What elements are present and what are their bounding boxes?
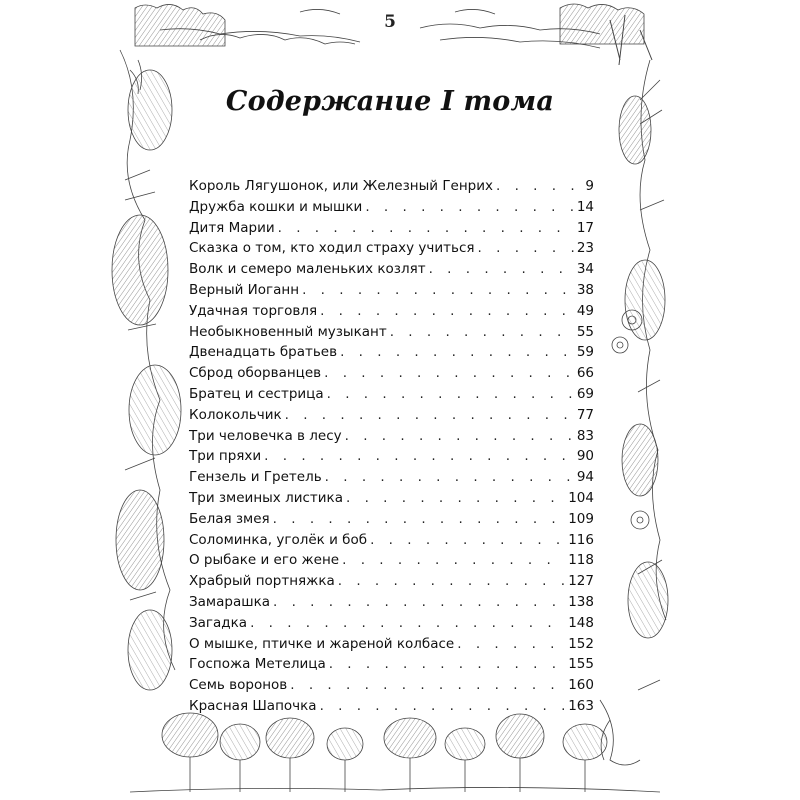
toc-entry-page: 90	[576, 448, 594, 465]
toc-entry	[189, 552, 594, 573]
toc-entry-page: 14	[576, 198, 594, 215]
page-number: 5	[384, 12, 396, 32]
toc-entry	[189, 261, 594, 282]
toc-entry-page: 49	[576, 302, 594, 319]
dot-leader	[338, 573, 565, 589]
toc-entry-title: Три пряхи	[189, 448, 262, 465]
toc-entry-title: Верный Иоганн	[189, 281, 300, 298]
toc-entry-page: 17	[576, 219, 594, 236]
toc-entry-page: 148	[568, 614, 594, 631]
toc-entry	[189, 615, 594, 636]
dot-leader	[340, 344, 574, 360]
dot-leader	[320, 303, 574, 319]
toc-entry	[189, 511, 594, 532]
toc-entry-page: 160	[568, 677, 594, 694]
toc-entry-title: О рыбаке и его жене	[189, 552, 340, 569]
toc-entry	[189, 407, 594, 428]
toc-entry-title: Три змеиных листика	[189, 489, 343, 506]
toc-entry	[189, 636, 594, 657]
dot-leader	[285, 407, 574, 423]
toc-entry	[189, 532, 594, 553]
dot-leader	[390, 324, 574, 340]
dot-leader	[457, 636, 565, 652]
toc-entry-title: Три человечка в лесу	[189, 427, 342, 444]
toc-entry-title: Семь воронов	[189, 677, 288, 694]
dot-leader	[302, 282, 574, 298]
toc-entry-title: Красная Шапочка	[189, 697, 317, 714]
toc-entry-title: Король Лягушонок, или Железный Генрих	[189, 178, 494, 194]
toc-entry-title: Братец и сестрица	[189, 385, 324, 402]
right-vegetation	[612, 60, 668, 690]
toc-entry	[189, 220, 594, 241]
dot-leader	[478, 240, 574, 256]
dot-leader	[320, 698, 566, 714]
toc-entry-page: 55	[576, 323, 594, 340]
page-title: Содержание I тома	[225, 86, 555, 117]
toc-entry	[189, 178, 594, 199]
toc-entry-title: Загадка	[189, 614, 248, 631]
toc-entry-title: Необыкновенный музыкант	[189, 323, 387, 340]
dot-leader	[290, 677, 565, 693]
toc-entry-title: Замарашка	[189, 593, 271, 610]
toc-entry	[189, 428, 594, 449]
toc-entry-page: 59	[576, 344, 594, 361]
toc-entry	[189, 698, 594, 719]
toc-entry	[189, 344, 594, 365]
toc-entry-page: 34	[576, 261, 594, 278]
toc-entry	[189, 594, 594, 615]
dot-leader	[429, 261, 574, 277]
toc-entry	[189, 656, 594, 677]
toc-entry-title: Удачная торговля	[189, 302, 318, 319]
toc-entry-title: Волк и семеро маленьких козлят	[189, 261, 426, 278]
toc-entry-title: Белая змея	[189, 510, 270, 527]
dot-leader	[370, 532, 565, 548]
toc-entry-page: 83	[576, 427, 594, 444]
toc-entry	[189, 386, 594, 407]
toc-entry	[189, 490, 594, 511]
toc-entry-title: Дитя Марии	[189, 219, 275, 236]
toc-entry-title: Госпожа Метелица	[189, 656, 326, 673]
toc-entry	[189, 240, 594, 261]
toc-entry	[189, 448, 594, 469]
toc-entry-title: О мышке, птичке и жареной колбасе	[189, 635, 455, 652]
toc-entry-page: 104	[568, 489, 594, 506]
toc-entry-title: Двенадцать братьев	[189, 344, 338, 361]
table-of-contents	[189, 178, 594, 719]
toc-entry-page: 94	[576, 469, 594, 486]
toc-entry	[189, 303, 594, 324]
toc-entry-page: 109	[568, 510, 594, 527]
toc-entry	[189, 573, 594, 594]
toc-entry	[189, 677, 594, 698]
dot-leader	[250, 615, 565, 631]
toc-entry-page: 23	[576, 240, 594, 257]
toc-entry-page: 155	[568, 656, 594, 673]
dot-leader	[273, 511, 566, 527]
toc-entry-title: Храбрый портняжка	[189, 573, 335, 590]
dot-leader	[365, 199, 573, 215]
toc-entry	[189, 199, 594, 220]
toc-entry	[189, 365, 594, 386]
dot-leader	[345, 428, 574, 444]
dot-leader	[273, 594, 565, 610]
dot-leader	[325, 469, 574, 485]
left-vegetation	[112, 50, 181, 690]
toc-entry-page: 9	[585, 178, 594, 194]
toc-entry-title: Гензель и Гретель	[189, 469, 322, 486]
dot-leader	[264, 448, 574, 464]
toc-entry-page: 118	[568, 552, 594, 569]
toc-entry-page: 152	[568, 635, 594, 652]
dot-leader	[278, 220, 574, 236]
toc-entry-title: Сказка о том, кто ходил страху учиться	[189, 240, 475, 257]
dot-leader	[342, 552, 565, 568]
toc-entry-page: 69	[576, 385, 594, 402]
dot-leader	[329, 656, 566, 672]
dot-leader	[496, 178, 582, 194]
toc-entry-page: 66	[576, 365, 594, 382]
dot-leader	[346, 490, 565, 506]
toc-entry-title: Сброд оборванцев	[189, 365, 322, 382]
toc-entry	[189, 469, 594, 490]
toc-entry-page: 138	[568, 593, 594, 610]
toc-entry-page: 163	[568, 697, 594, 714]
toc-entry-title: Колокольчик	[189, 406, 282, 423]
toc-entry-title: Дружба кошки и мышки	[189, 198, 363, 215]
toc-entry-page: 77	[576, 406, 594, 423]
toc-entry	[189, 324, 594, 345]
toc-entry-page: 38	[576, 281, 594, 298]
toc-entry-title: Соломинка, уголёк и боб	[189, 531, 368, 548]
toc-entry	[189, 282, 594, 303]
dot-leader	[327, 386, 574, 402]
toc-entry-page: 127	[568, 573, 594, 590]
toc-entry-page: 116	[568, 531, 594, 548]
dot-leader	[324, 365, 574, 381]
